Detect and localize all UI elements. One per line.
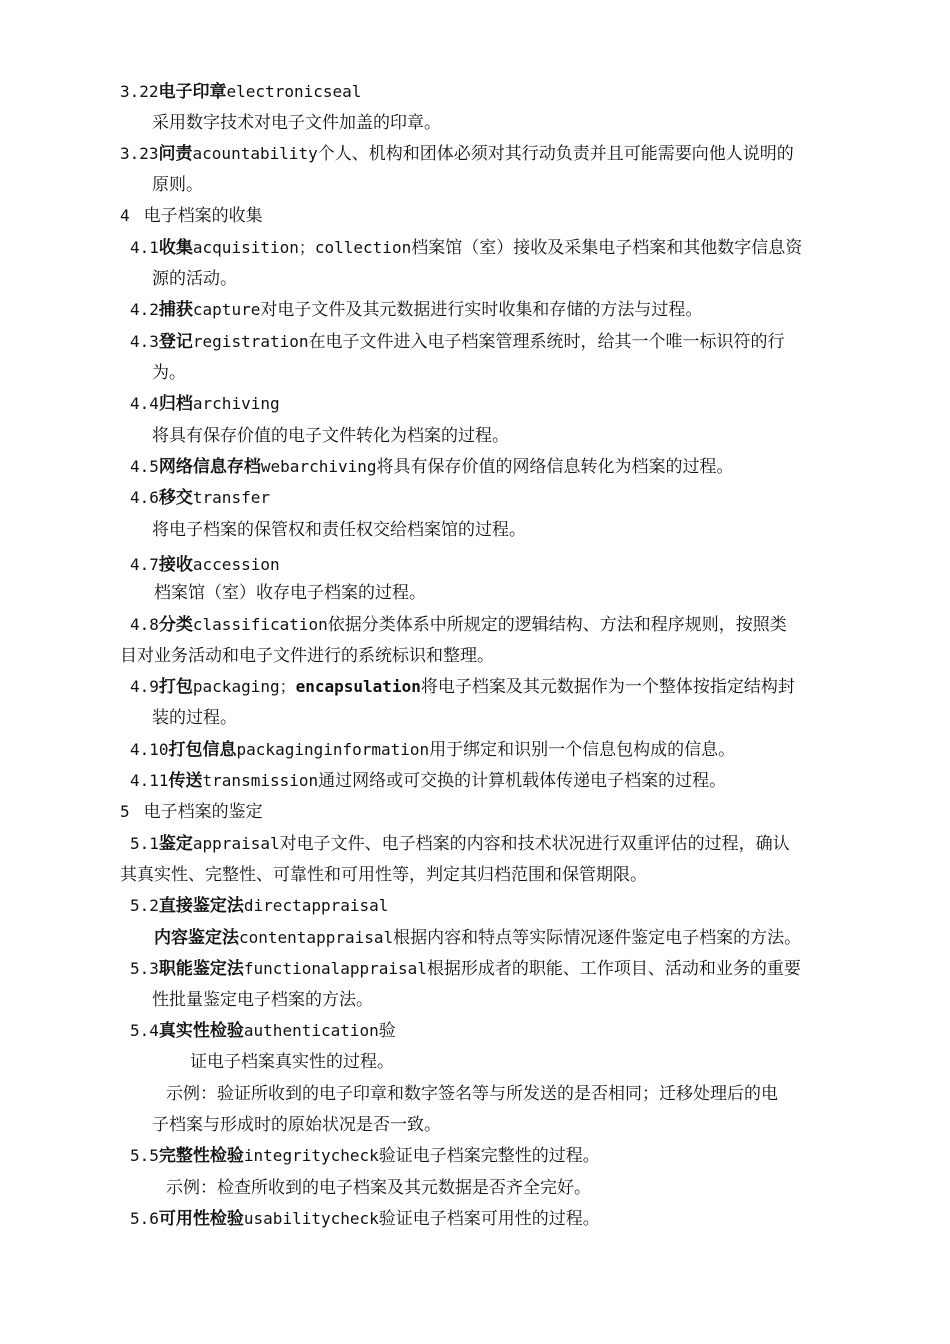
entry-description: 个人、机构和团体必须对其行动负责并且可能需要向他人说明的 (317, 144, 794, 164)
entry-4-9 (130, 675, 795, 699)
entry-english: registration (192, 332, 309, 351)
entry-4-5 (130, 455, 734, 479)
entry-number: 5.2 (130, 896, 159, 915)
example-text: 示例：检查所收到的电子档案及其元数据是否齐全完好。 (166, 1178, 591, 1198)
entry-number: 4.8 (130, 615, 159, 634)
entry-4-7 (130, 553, 280, 577)
entry-term: 打包 (158, 677, 193, 697)
entry-english: transmission (202, 771, 319, 790)
example-text: 示例：验证所收到的电子印章和数字签名等与所发送的是否相同；迁移处理后的电 (166, 1084, 778, 1104)
entry-english: classification (192, 615, 328, 634)
entry-number: 3.22 (120, 82, 159, 101)
entry-3-23 (120, 142, 794, 166)
entry-number: 5.6 (130, 1209, 159, 1228)
entry-description: 对电子文件、电子档案的内容和技术状况进行双重评估的过程，确认 (279, 834, 790, 854)
entry-english: archiving (192, 394, 280, 413)
section-number: 5 (120, 802, 130, 821)
entry-english: usabilitycheck (243, 1209, 379, 1228)
entry-description: 将电子档案的保管权和责任权交给档案馆的过程。 (152, 520, 526, 540)
entry-number: 4.6 (130, 488, 159, 507)
entry-english: webarchiving (260, 457, 377, 476)
entry-term: 内容鉴定法 (154, 928, 239, 948)
entry-continuation: 性批量鉴定电子档案的方法。 (152, 990, 373, 1010)
entry-description: 验 (378, 1021, 396, 1041)
entry-term: 直接鉴定法 (158, 896, 244, 916)
entry-description: 证电子档案真实性的过程。 (190, 1052, 394, 1072)
entry-term: 登记 (158, 332, 193, 352)
entry-term: 打包信息 (168, 740, 237, 760)
entry-description: 在电子文件进入电子档案管理系统时，给其一个唯一标识符的行 (308, 332, 785, 352)
entry-term: 真实性检验 (158, 1021, 244, 1041)
entry-english: transfer (192, 488, 270, 507)
entry-number: 4.7 (130, 555, 159, 574)
entry-description: 根据形成者的职能、工作项目、活动和业务的重要 (426, 959, 801, 979)
entry-5-6 (130, 1207, 600, 1231)
entry-term: 收集 (158, 238, 193, 258)
entry-term: 移交 (158, 488, 193, 508)
entry-description: 对电子文件及其元数据进行实时收集和存储的方法与过程。 (260, 300, 703, 320)
entry-description: 档案馆（室）接收及采集电子档案和其他数字信息资 (411, 238, 803, 258)
entry-number: 5.4 (130, 1021, 159, 1040)
entry-number: 3.23 (120, 144, 159, 163)
entry-description: 用于绑定和识别一个信息包构成的信息。 (429, 740, 736, 760)
entry-number: 4.5 (130, 457, 159, 476)
section-title: 电子档案的收集 (143, 206, 263, 226)
entry-3-22 (120, 80, 361, 104)
entry-description: 将电子档案及其元数据作为一个整体按指定结构封 (420, 677, 795, 697)
entry-4-10 (130, 738, 735, 762)
entry-term: 接收 (158, 555, 193, 575)
entry-english: appraisal (192, 834, 280, 853)
entry-term: 问责 (158, 144, 193, 164)
entry-english-alt: encapsulation (295, 677, 421, 696)
entry-content-appraisal (154, 926, 801, 950)
entry-number: 4.11 (130, 771, 169, 790)
entry-description: 验证电子档案完整性的过程。 (378, 1146, 600, 1166)
section-title: 电子档案的鉴定 (143, 802, 263, 822)
entry-english: integritycheck (243, 1146, 379, 1165)
entry-english: packaging； (192, 677, 296, 696)
entry-continuation: 其真实性、完整性、可靠性和可用性等，判定其归档范围和保管期限。 (120, 865, 647, 885)
entry-5-2 (130, 894, 388, 918)
entry-number: 4.10 (130, 740, 169, 759)
entry-term: 职能鉴定法 (158, 959, 244, 979)
entry-description: 验证电子档案可用性的过程。 (378, 1209, 600, 1229)
entry-english: packaginginformation (236, 740, 430, 759)
entry-english-alt: collection (314, 238, 412, 257)
entry-term: 鉴定 (158, 834, 193, 854)
section-heading-4 (120, 204, 263, 228)
entry-4-11 (130, 769, 726, 793)
entry-description: 采用数字技术对电子文件加盖的印章。 (152, 113, 441, 133)
entry-5-3 (130, 957, 801, 981)
entry-number: 4.3 (130, 332, 159, 351)
entry-4-2 (130, 298, 702, 322)
entry-english: functionalappraisal (243, 959, 427, 978)
entry-continuation: 源的活动。 (152, 269, 237, 289)
entry-english: directappraisal (243, 896, 389, 915)
entry-continuation: 为。 (152, 363, 186, 383)
entry-english: contentappraisal (239, 928, 394, 947)
section-heading-5 (120, 800, 263, 824)
entry-continuation: 装的过程。 (152, 708, 237, 728)
entry-description: 将具有保存价值的电子文件转化为档案的过程。 (152, 426, 509, 446)
entry-number: 5.5 (130, 1146, 159, 1165)
entry-term: 归档 (158, 394, 193, 414)
entry-number: 5.3 (130, 959, 159, 978)
entry-description: 档案馆（室）收存电子档案的过程。 (154, 583, 426, 603)
entry-english: capture (192, 300, 261, 319)
entry-term: 可用性检验 (158, 1209, 244, 1229)
entry-description: 将具有保存价值的网络信息转化为档案的过程。 (376, 457, 734, 477)
entry-term: 网络信息存档 (158, 457, 261, 477)
entry-continuation: 原则。 (152, 175, 203, 195)
entry-number: 4.9 (130, 677, 159, 696)
entry-4-3 (130, 330, 785, 354)
entry-english: authentication (243, 1021, 379, 1040)
entry-description: 根据内容和特点等实际情况逐件鉴定电子档案的方法。 (393, 928, 802, 948)
entry-term: 传送 (168, 771, 203, 791)
entry-description: 通过网络或可交换的计算机载体传递电子档案的过程。 (318, 771, 727, 791)
entry-number: 4.1 (130, 238, 159, 257)
entry-5-4 (130, 1019, 396, 1043)
section-number: 4 (120, 206, 130, 225)
entry-number: 4.4 (130, 394, 159, 413)
entry-english: acquisition； (192, 238, 315, 257)
entry-4-8 (130, 613, 787, 637)
entry-english: accession (192, 555, 280, 574)
entry-4-1 (130, 236, 802, 260)
entry-description: 依据分类体系中所规定的逻辑结构、方法和程序规则，按照类 (327, 615, 787, 635)
entry-term: 分类 (158, 615, 193, 635)
entry-english: acountability (192, 144, 318, 163)
entry-number: 5.1 (130, 834, 159, 853)
entry-term: 完整性检验 (158, 1146, 244, 1166)
entry-5-1 (130, 832, 790, 856)
example-continuation: 子档案与形成时的原始状况是否一致。 (152, 1115, 441, 1135)
entry-4-6 (130, 486, 270, 510)
entry-continuation: 目对业务活动和电子文件进行的系统标识和整理。 (120, 646, 494, 666)
entry-number: 4.2 (130, 300, 159, 319)
entry-term: 电子印章 (158, 82, 227, 102)
entry-5-5 (130, 1144, 600, 1168)
entry-term: 捕获 (158, 300, 193, 320)
entry-english: electronicseal (226, 82, 362, 101)
entry-4-4 (130, 392, 280, 416)
